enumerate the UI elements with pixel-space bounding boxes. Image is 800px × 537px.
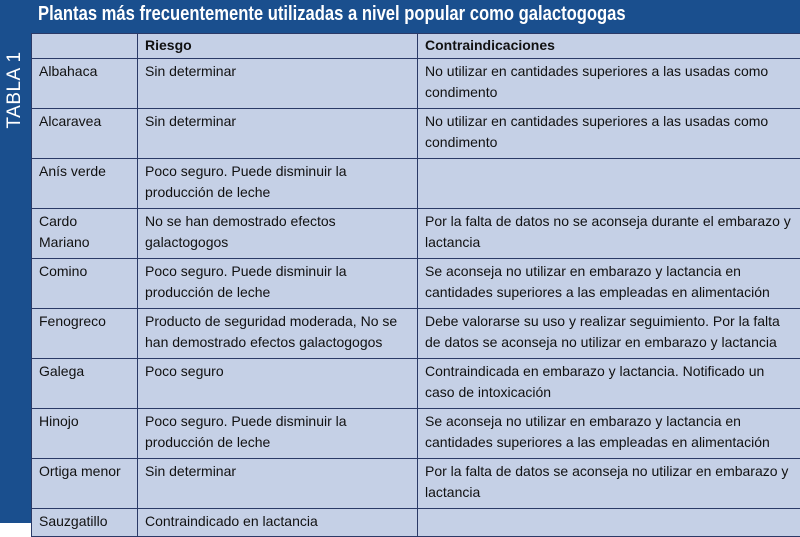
cell-contraindicaciones: Por la falta de datos no se aconseja durante el embarazo y lactancia <box>418 209 800 259</box>
cell-riesgo: Poco seguro. Puede disminuir la producción de leche <box>138 409 418 459</box>
table-row <box>32 309 800 359</box>
cell-riesgo: Producto de seguridad moderada, No se han demostrado efectos galactogogos <box>138 309 418 359</box>
cell-riesgo: Contraindicado en lactancia <box>138 509 418 537</box>
cell-contraindicaciones: No utilizar en cantidades superiores a las usadas como condimento <box>418 109 800 159</box>
cell-contraindicaciones: Se aconseja no utilizar en embarazo y lactancia en cantidades superiores a las empleadas en alimentación <box>418 409 800 459</box>
table-title: Plantas más frecuentemente utilizadas a nivel popular como galactogogas <box>38 3 626 26</box>
cell-planta: Sauzgatillo <box>32 509 138 537</box>
cell-planta: Alcaravea <box>32 109 138 159</box>
table-row <box>32 209 800 259</box>
header-row <box>32 34 800 59</box>
table-row <box>32 159 800 209</box>
cell-riesgo: Sin determinar <box>138 109 418 159</box>
cell-riesgo: Poco seguro. Puede disminuir la producción de leche <box>138 259 418 309</box>
sidebar-tab <box>0 0 31 523</box>
table-row <box>32 459 800 509</box>
cell-planta: Cardo Mariano <box>32 209 138 259</box>
cell-planta: Albahaca <box>32 59 138 109</box>
cell-contraindicaciones: No utilizar en cantidades superiores a las usadas como condimento <box>418 59 800 109</box>
cell-contraindicaciones: Se aconseja no utilizar en embarazo y lactancia en cantidades superiores a las empleadas en alimentación <box>418 259 800 309</box>
cell-planta: Comino <box>32 259 138 309</box>
cell-riesgo: Sin determinar <box>138 59 418 109</box>
cell-riesgo: No se han demostrado efectos galactogogos <box>138 209 418 259</box>
cell-planta: Galega <box>32 359 138 409</box>
title-bar <box>31 0 800 33</box>
cell-planta: Hinojo <box>32 409 138 459</box>
cell-planta: Ortiga menor <box>32 459 138 509</box>
cell-contraindicaciones: Contraindicada en embarazo y lactancia. Notificado un caso de intoxicación <box>418 359 800 409</box>
table-row <box>32 59 800 109</box>
cell-riesgo: Poco seguro. Puede disminuir la producción de leche <box>138 159 418 209</box>
table-number-label: TABLA 1 <box>4 51 26 128</box>
plants-table <box>31 33 800 537</box>
cell-riesgo: Poco seguro <box>138 359 418 409</box>
table-row <box>32 109 800 159</box>
header-contraindicaciones: Contraindicaciones <box>418 34 800 59</box>
table-row <box>32 259 800 309</box>
cell-contraindicaciones <box>418 159 800 209</box>
cell-planta: Anís verde <box>32 159 138 209</box>
cell-riesgo: Sin determinar <box>138 459 418 509</box>
header-riesgo: Riesgo <box>138 34 418 59</box>
cell-planta: Fenogreco <box>32 309 138 359</box>
table-row <box>32 409 800 459</box>
table-row <box>32 359 800 409</box>
header-planta <box>32 34 138 59</box>
cell-contraindicaciones: Debe valorarse su uso y realizar seguimiento. Por la falta de datos se aconseja no utilizar en embarazo y lactancia <box>418 309 800 359</box>
cell-contraindicaciones: Por la falta de datos se aconseja no utilizar en embarazo y lactancia <box>418 459 800 509</box>
